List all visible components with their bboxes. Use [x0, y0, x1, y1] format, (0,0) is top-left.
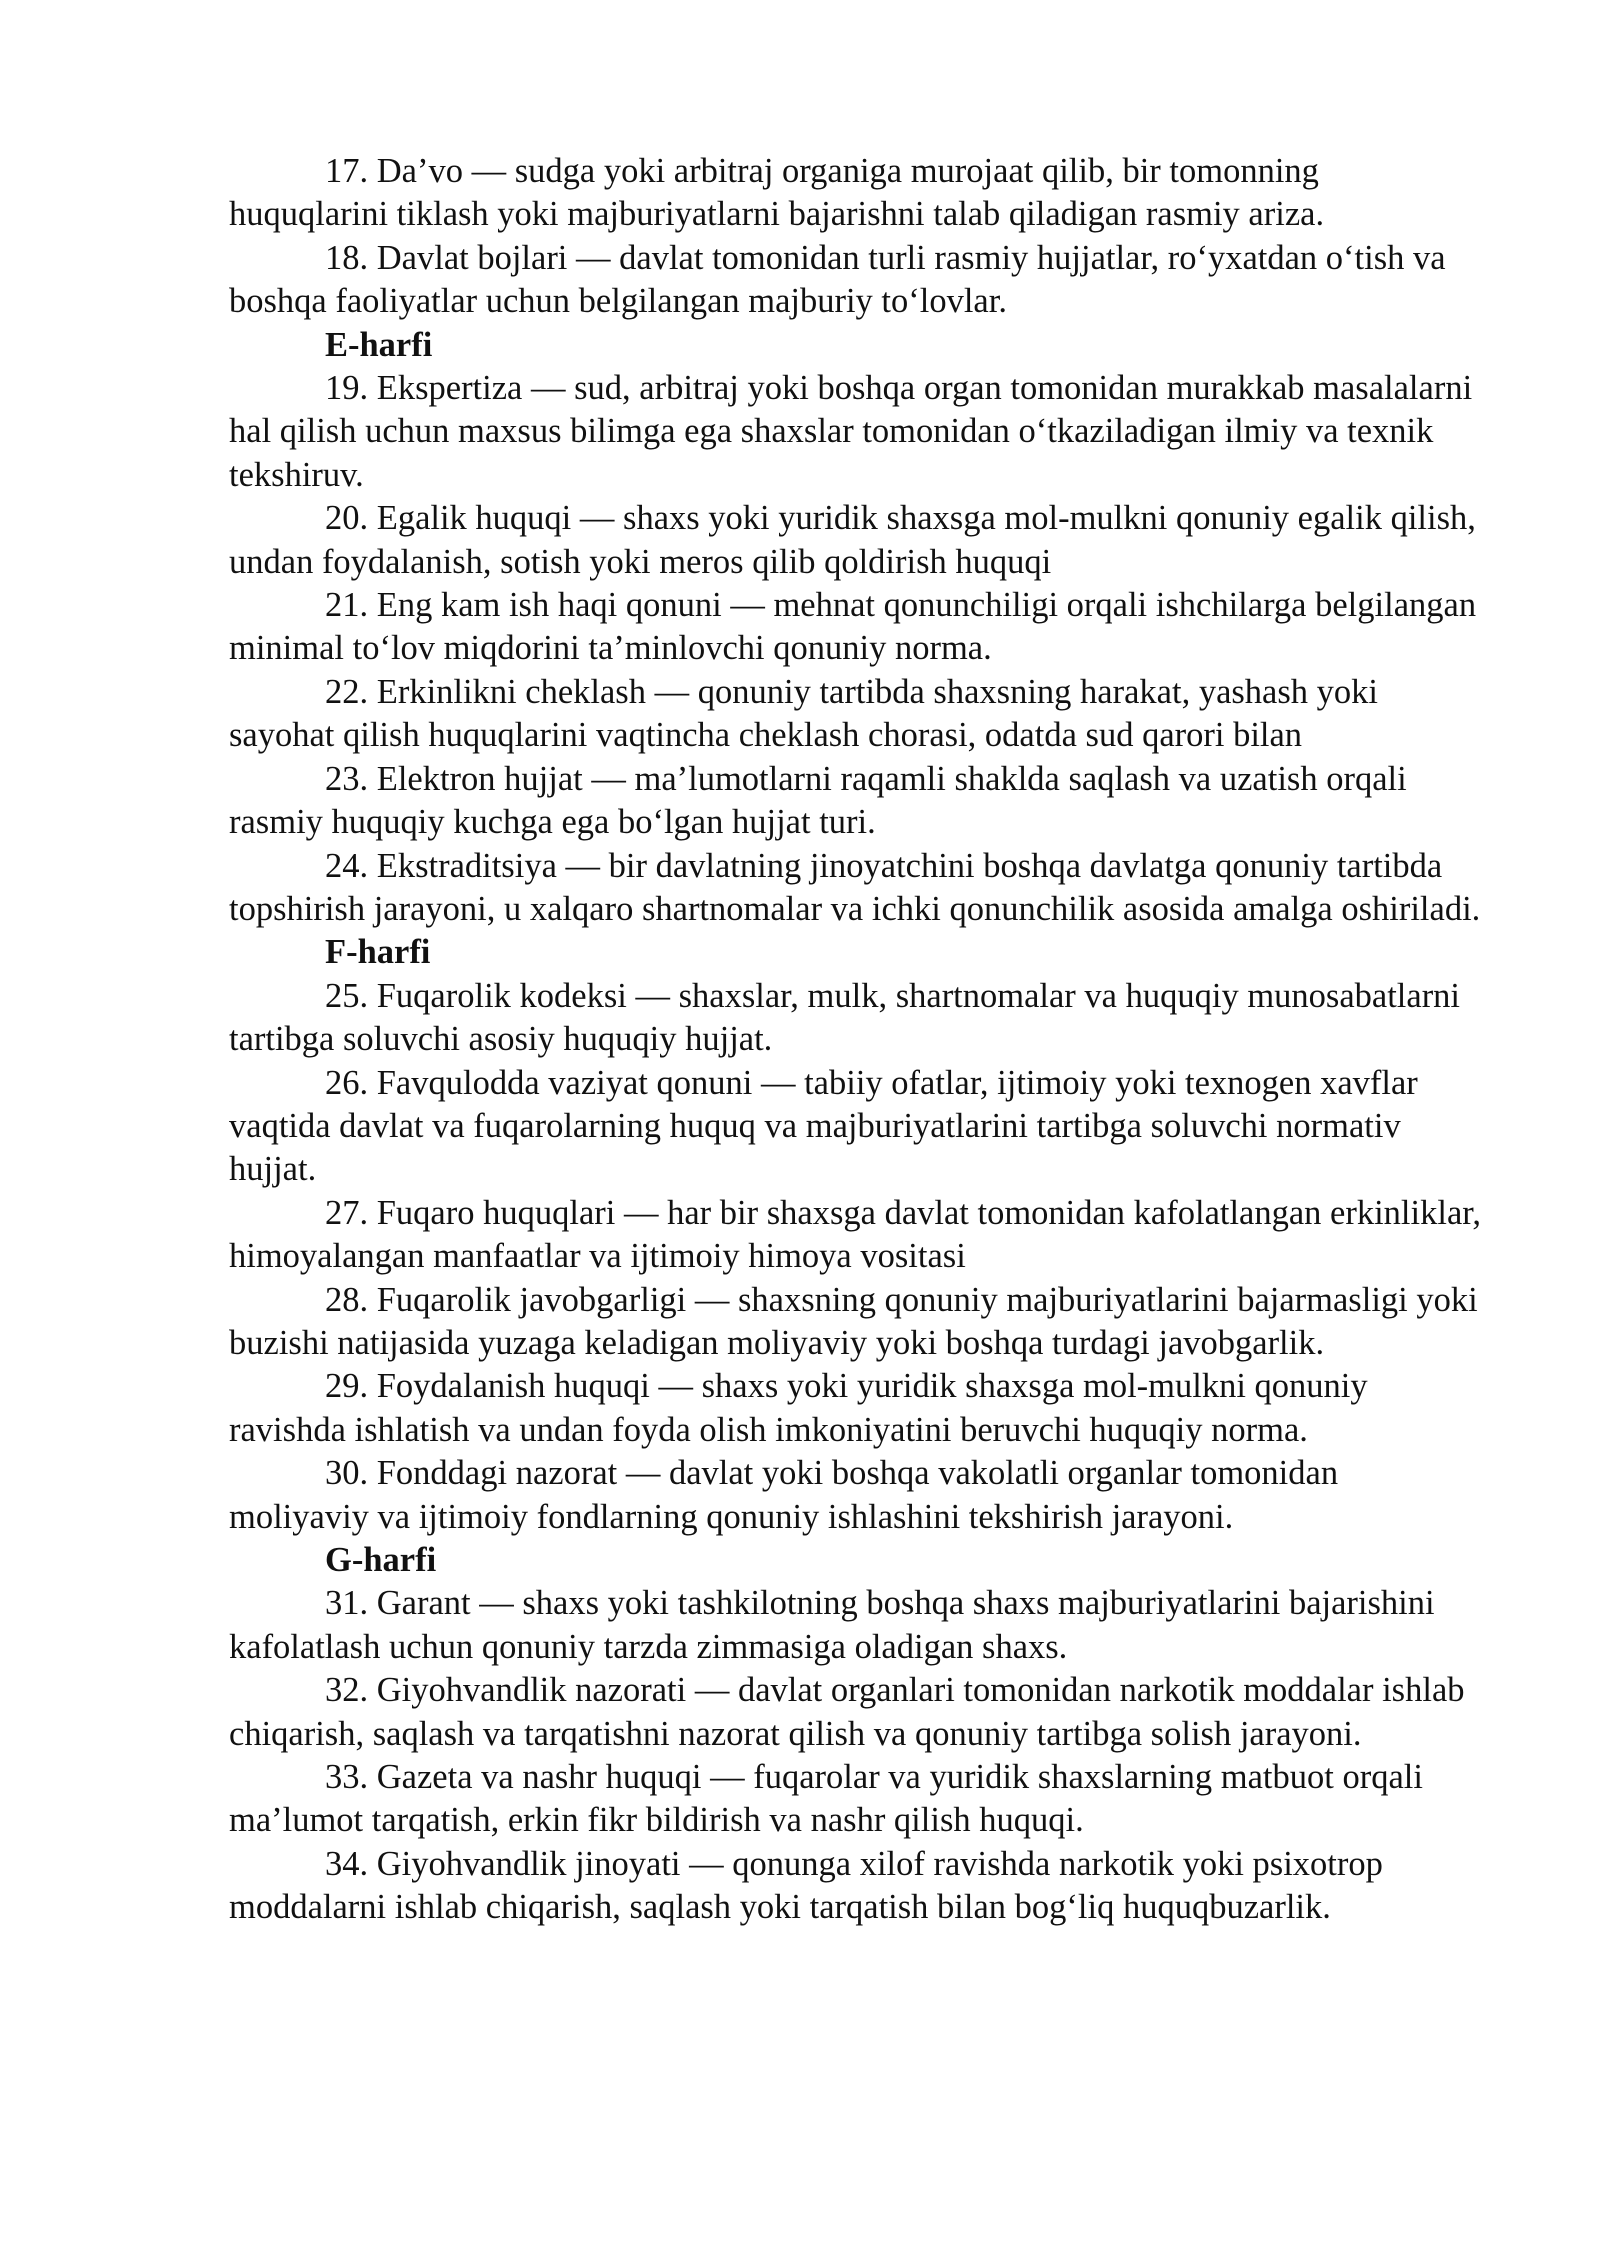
- glossary-entry-21: 21. Eng kam ish haqi qonuni — mehnat qonunchiligi orqali ishchilarga belgilangan minimal to‘lov miqdorini ta’minlovchi qonuniy norma.: [229, 586, 1477, 668]
- section-heading-e: E-harfi: [325, 325, 433, 364]
- glossary-entry-26: 26. Favqulodda vaziyat qonuni — tabiiy ofatlar, ijtimoiy yoki texnogen xavflar vaqtida davlat va fuqarolarning huquq va majburiyatlarini tartibga soluvchi normativ hujjat.: [229, 1063, 1418, 1189]
- section-heading-f: F-harfi: [325, 933, 431, 972]
- glossary-entry-23: 23. Elektron hujjat — ma’lumotlarni raqamli shaklda saqlash va uzatish orqali rasmiy huquqiy kuchga ega bo‘lgan hujjat turi.: [229, 759, 1407, 842]
- glossary-entry-33: 33. Gazeta va nashr huquqi — fuqarolar va yuridik shaxslarning matbuot orqali ma’lumot tarqatish, erkin fikr bildirish va nashr qilish huquqi.: [229, 1758, 1423, 1840]
- section-heading-g: G-harfi: [325, 1541, 437, 1579]
- glossary-entry-19: 19. Ekspertiza — sud, arbitraj yoki boshqa organ tomonidan murakkab masalalarni hal qilish uchun maxsus bilimga ega shaxslar tomonidan o‘tkaziladigan ilmiy va texnik tekshiruv.: [229, 369, 1473, 494]
- glossary-entry-22: 22. Erkinlikni cheklash — qonuniy tartibda shaxsning harakat, yashash yoki sayohat qilish huquqlarini vaqtincha cheklash chorasi, odatda sud qarori bilan: [229, 672, 1379, 755]
- glossary-entry-18: 18. Davlat bojlari — davlat tomonidan turli rasmiy hujjatlar, ro‘yxatdan o‘tish va boshqa faoliyatlar uchun belgilangan majburiy to‘lovlar.: [229, 238, 1446, 321]
- document-body: [229, 150, 1485, 1930]
- glossary-entry-17: 17. Da’vo — sudga yoki arbitraj organiga murojaat qilib, bir tomonning huquqlarini tiklash yoki majburiyatlarni bajarishni talab qiladigan rasmiy ariza.: [229, 152, 1325, 234]
- glossary-entry-32: 32. Giyohvandlik nazorati — davlat organlari tomonidan narkotik moddalar ishlab chiqarish, saqlash va tarqatishni nazorat qilish va qonuniy tartibga solish jarayoni.: [229, 1671, 1465, 1753]
- glossary-entry-20: 20. Egalik huquqi — shaxs yoki yuridik shaxsga mol-mulkni qonuniy egalik qilish, undan foydalanish, sotish yoki meros qilib qoldirish huquqi: [229, 499, 1476, 581]
- glossary-entry-29: 29. Foydalanish huquqi — shaxs yoki yuridik shaxsga mol-mulkni qonuniy ravishda ishlatish va undan foyda olish imkoniyatini beruvchi huquqiy norma.: [229, 1367, 1368, 1449]
- glossary-entry-24: 24. Ekstraditsiya — bir davlatning jinoyatchini boshqa davlatga qonuniy tartibda topshirish jarayoni, u xalqaro shartnomalar va ichki qonunchilik asosida amalga oshiriladi.: [229, 846, 1481, 928]
- glossary-entry-34: 34. Giyohvandlik jinoyati — qonunga xilof ravishda narkotik yoki psixotrop moddalarni ishlab chiqarish, saqlash yoki tarqatish bilan bog‘liq huquqbuzarlik.: [229, 1844, 1383, 1927]
- glossary-entry-31: 31. Garant — shaxs yoki tashkilotning boshqa shaxs majburiyatlarini bajarishini kafolatlash uchun qonuniy tarzda zimmasiga oladigan shaxs.: [229, 1584, 1435, 1666]
- glossary-entry-28: 28. Fuqarolik javobgarligi — shaxsning qonuniy majburiyatlarini bajarmasligi yoki buzishi natijasida yuzaga keladigan moliyaviy yoki boshqa turdagi javobgarlik.: [229, 1280, 1478, 1362]
- glossary-entry-30: 30. Fonddagi nazorat — davlat yoki boshqa vakolatli organlar tomonidan moliyaviy va ijtimoiy fondlarning qonuniy ishlashini tekshirish jarayoni.: [229, 1454, 1339, 1536]
- glossary-entry-25: 25. Fuqarolik kodeksi — shaxslar, mulk, shartnomalar va huquqiy munosabatlarni tartibga soluvchi asosiy huquqiy hujjat.: [229, 976, 1461, 1059]
- glossary-entry-27: 27. Fuqaro huquqlari — har bir shaxsga davlat tomonidan kafolatlangan erkinliklar, himoyalangan manfaatlar va ijtimoiy himoya vositasi: [229, 1193, 1481, 1276]
